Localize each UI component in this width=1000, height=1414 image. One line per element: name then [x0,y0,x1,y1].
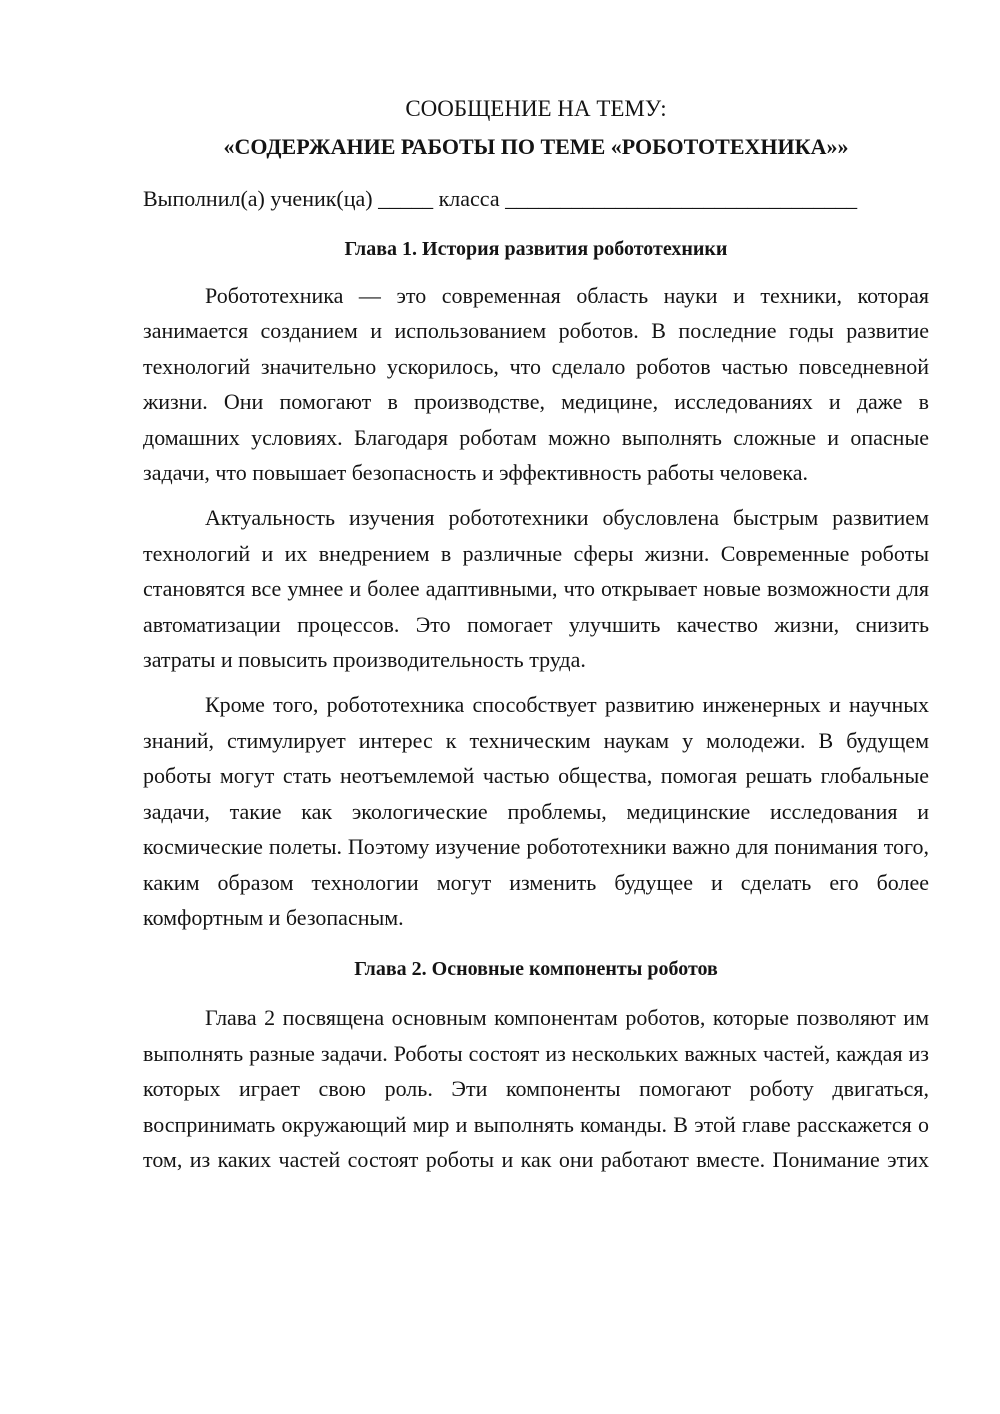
chapter-2 [143,954,929,1177]
document-body [143,92,929,1177]
chapter-1 [143,234,929,935]
document-subtitle: «СОДЕРЖАНИЕ РАБОТЫ ПО ТЕМЕ «РОБОТОТЕХНИКА»» [223,134,849,159]
paragraph: Актуальность изучения робототехники обусловлена быстрым развитием технологий и их внедрением в различные сферы жизни. Современные роботы становятся все умнее и более адаптивными, что открывает новые возможности для автоматизации процессов. Это помогает улучшить качество жизни, снизить затраты и повысить производительность труда. [143,505,929,673]
author-line: Выполнил(а) ученик(ца) _____ класса ________________________________ [143,186,858,211]
chapter-heading: Глава 1. История развития робототехники [344,238,728,260]
document-title: СООБЩЕНИЕ НА ТЕМУ: [405,96,667,121]
paragraph: Робототехника — это современная область науки и техники, которая занимается созданием и использованием роботов. В последние годы развитие технологий значительно ускорилось, что сделало роботов частью повседневной жизни. Они помогают в производстве, медицине, исследованиях и даже в домашних условиях. Благодаря роботам можно выполнять сложные и опасные задачи, что повышает безопасность и эффективность работы человека. [143,283,929,486]
paragraph: Кроме того, робототехника способствует развитию инженерных и научных знаний, стимулирует интерес к техническим наукам у молодежи. В будущем роботы могут стать неотъемлемой частью общества, помогая решать глобальные задачи, такие как экологические проблемы, медицинские исследования и космические полеты. Поэтому изучение робототехники важно для понимания того, каким образом технологии могут изменить будущее и сделать его более комфортным и безопасным. [143,692,929,930]
paragraph: Глава 2 посвящена основным компонентам роботов, которые позволяют им выполнять разные задачи. Роботы состоят из нескольких важных частей, каждая из которых играет свою роль. Эти компоненты помогают роботу двигаться, воспринимать окружающий мир и выполнять команды. В этой главе расскажется о том, из каких частей состоят роботы и как они работают вместе. Понимание этих [143,1005,929,1172]
chapter-heading: Глава 2. Основные компоненты роботов [354,958,718,981]
